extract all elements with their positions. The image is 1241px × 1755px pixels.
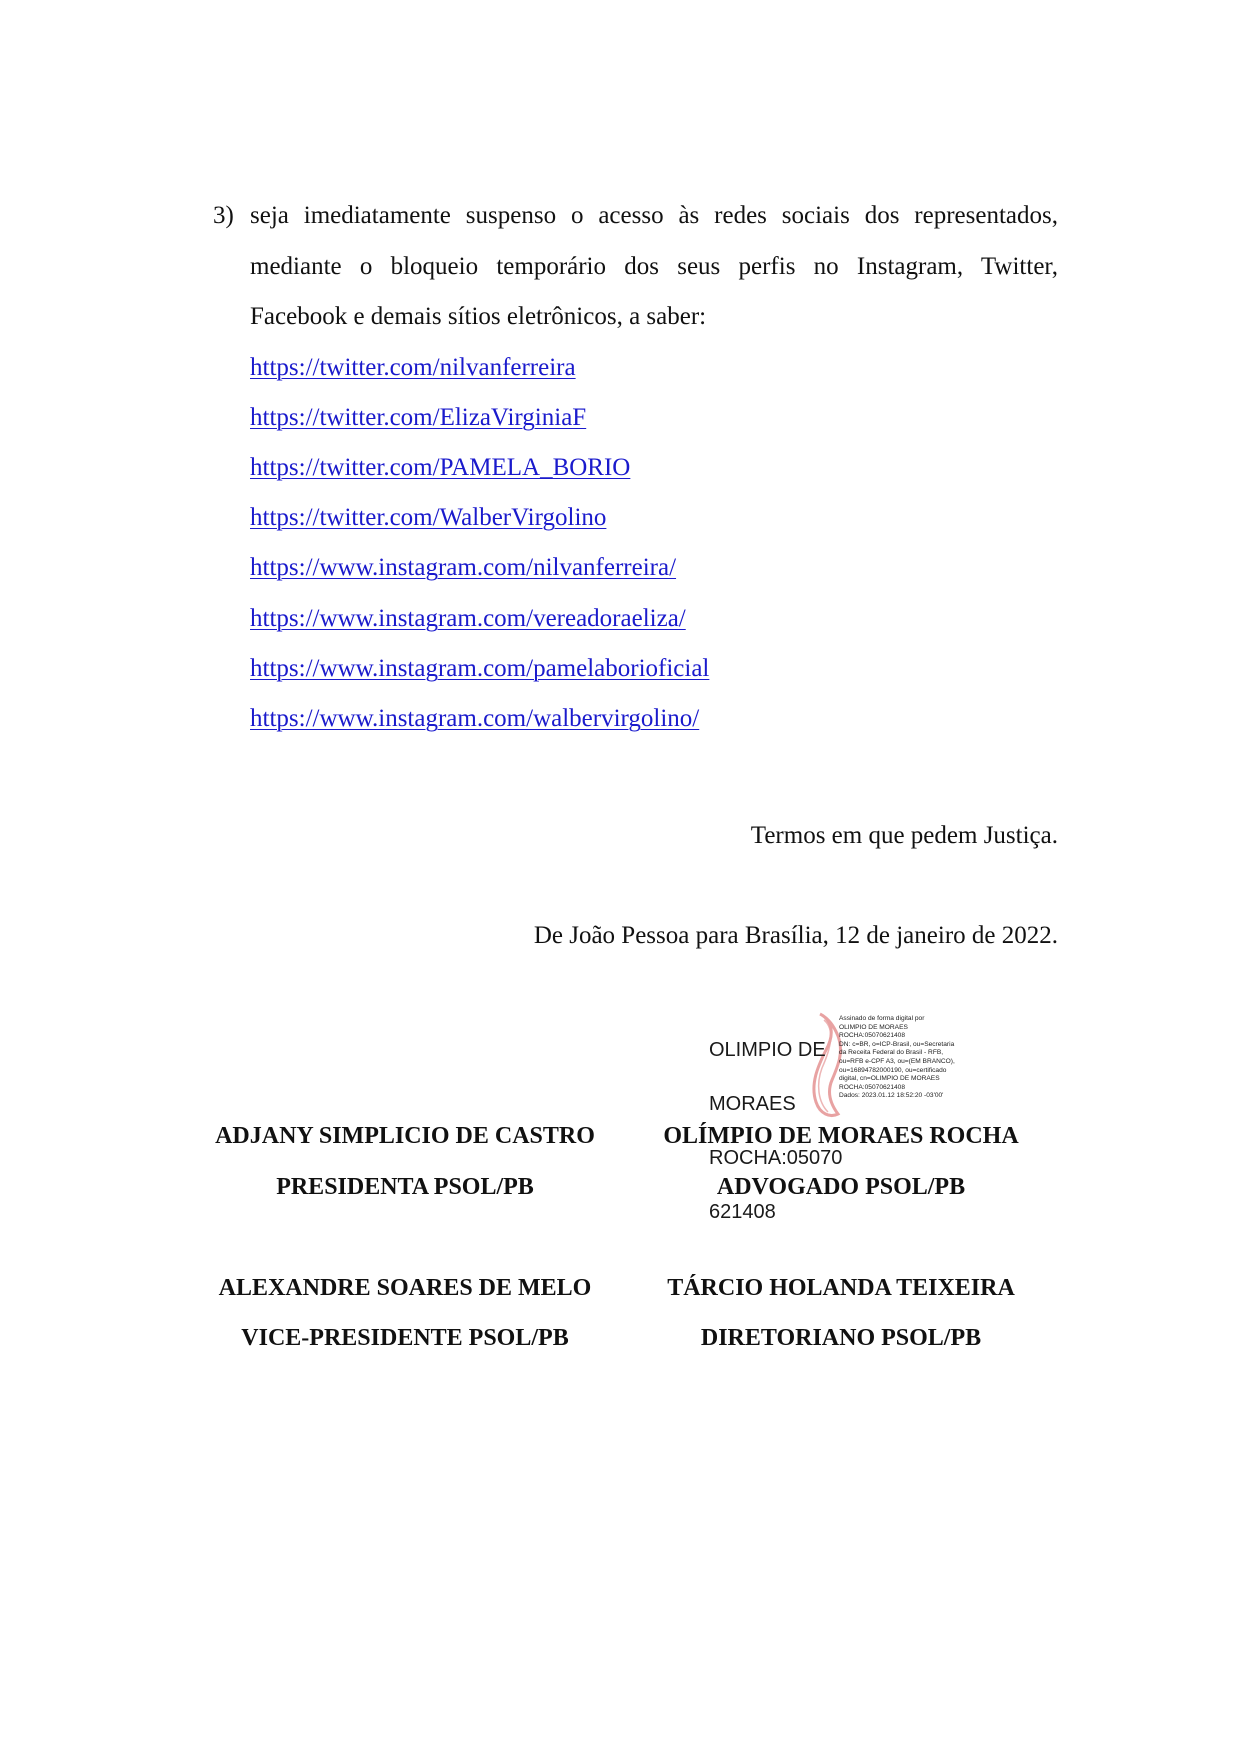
signatory-role-olimpio: ADVOGADO PSOL/PB	[716, 1174, 966, 1200]
link-twitter-pamela-borio[interactable]: https://twitter.com/PAMELA_BORIO	[250, 454, 631, 481]
signature-detail-line: digital, cn=OLIMPIO DE MORAES	[839, 1075, 940, 1083]
signatory-name-tarcio: TÁRCIO HOLANDA TEIXEIRA	[667, 1275, 1015, 1301]
request-line-3: Facebook e demais sítios eletrônicos, a saber:	[250, 303, 707, 330]
signature-detail-line: ou=16894782000190, ou=certificado	[839, 1066, 947, 1074]
link-instagram-nilvanferreira[interactable]: https://www.instagram.com/nilvanferreira/	[250, 554, 677, 581]
closing-text: Termos em que pedem Justiça.	[750, 822, 1058, 849]
signer-name-line-1: OLIMPIO DE	[709, 1039, 826, 1061]
link-instagram-pamelaborioficial[interactable]: https://www.instagram.com/pamelaborioficial	[250, 655, 710, 682]
place-date: De João Pessoa para Brasília, 12 de janeiro de 2022.	[533, 922, 1058, 949]
signatory-name-olimpio: OLÍMPIO DE MORAES ROCHA	[663, 1123, 1019, 1149]
signature-detail-line: Assinado de forma digital por	[839, 1015, 925, 1022]
link-twitter-elizavirginiaf[interactable]: https://twitter.com/ElizaVirginiaF	[250, 404, 587, 431]
item-number: 3)	[213, 202, 234, 229]
signer-name-line-4: 621408	[709, 1201, 776, 1223]
link-instagram-walbervirgolino[interactable]: https://www.instagram.com/walbervirgolino/	[250, 705, 700, 732]
link-instagram-vereadoraeliza[interactable]: https://www.instagram.com/vereadoraeliza/	[250, 605, 686, 632]
signatory-name-alexandre: ALEXANDRE SOARES DE MELO	[218, 1275, 592, 1301]
signature-details	[839, 1015, 979, 1101]
link-twitter-nilvanferreira[interactable]: https://twitter.com/nilvanferreira	[250, 354, 576, 381]
signatory-role-tarcio: DIRETORIANO PSOL/PB	[700, 1325, 982, 1351]
signature-signer-name	[709, 1010, 849, 1253]
link-twitter-walbervirgolino[interactable]: https://twitter.com/WalberVirgolino	[250, 504, 607, 531]
signature-detail-line: OLIMPIO DE MORAES	[839, 1023, 908, 1031]
request-line-1: seja imediatamente suspenso o acesso às redes sociais dos representados,	[250, 202, 1058, 229]
request-line-2: mediante o bloqueio temporário dos seus perfis no Instagram, Twitter,	[250, 253, 1058, 280]
signatory-role-alexandre: VICE-PRESIDENTE PSOL/PB	[241, 1325, 569, 1351]
signature-detail-line: ou=RFB e-CPF A3, ou=(EM BRANCO),	[839, 1057, 955, 1065]
signatory-role-adjany: PRESIDENTA PSOL/PB	[276, 1174, 534, 1200]
signer-name-line-3: ROCHA:05070	[709, 1147, 843, 1169]
signer-name-line-2: MORAES	[709, 1093, 796, 1115]
signature-detail-line: ROCHA:05070621408	[839, 1032, 905, 1040]
signatory-name-adjany: ADJANY SIMPLICIO DE CASTRO	[215, 1123, 595, 1149]
signature-detail-line: da Receita Federal do Brasil - RFB,	[839, 1049, 944, 1057]
signature-detail-line: ROCHA:05070621408	[839, 1083, 905, 1091]
signature-detail-line: DN: c=BR, o=ICP-Brasil, ou=Secretaria	[839, 1040, 955, 1048]
signature-detail-line: Dados: 2023.01.12 18:52:20 -03'00'	[839, 1092, 944, 1100]
